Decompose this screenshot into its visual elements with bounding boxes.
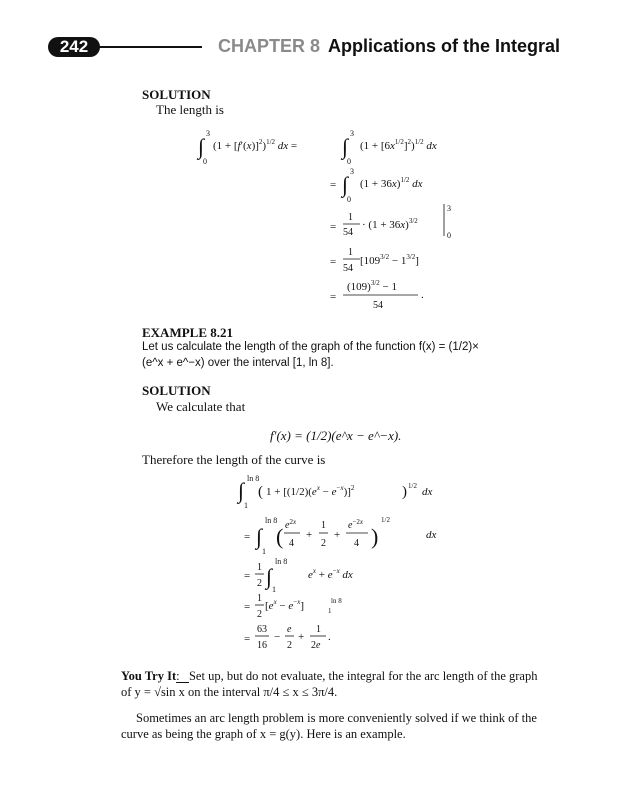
svg-text:3: 3 [447, 204, 451, 213]
svg-text:=: = [330, 256, 337, 268]
svg-text:(1 + 36x)1/2 dx: $(1 + 36x)^{1/2}$ dx [360, 176, 423, 190]
arc-length-derivation-2 [234, 470, 494, 656]
svg-text:1: 1 [244, 501, 248, 510]
svg-text:54: 54 [343, 227, 353, 238]
example-text-line-2: (e^x + e^−x) over the interval [1, ln 8]. [142, 357, 334, 369]
svg-text:−: − [274, 631, 281, 643]
svg-text:0: 0 [203, 157, 207, 166]
svg-text:(1 + [f′(x)]2)1/2 dx =: $(1 + [f'(x)]^2)^{1/2}$ dx = [213, 138, 298, 152]
header-rule [92, 46, 202, 48]
svg-text:2: 2 [257, 578, 262, 589]
svg-text:1: 1 [316, 624, 321, 635]
svg-text:63: 63 [257, 624, 267, 635]
svg-text:=: = [244, 601, 251, 613]
svg-text:=: = [244, 570, 251, 582]
solution-heading-2: SOLUTION [142, 383, 211, 398]
svg-text:(: ( [258, 484, 263, 500]
svg-text:1 + [(1/2)(ex − e−x)]2: $1 + [(1/2)(e^x - e^-x)]^2$ [266, 484, 355, 498]
svg-text:3: 3 [350, 167, 354, 176]
example-text-line-1: Let us calculate the length of the graph of the function f(x) = (1/2)× [142, 341, 479, 353]
svg-text:+: + [334, 529, 341, 541]
closing-paragraph-line-1: Sometimes an arc length problem is more conveniently solved if we think of the [136, 711, 537, 725]
solution-intro-1: The length is [156, 102, 224, 117]
derivative-equation: f′(x) = (1/2)(e^x − e^−x). [270, 428, 402, 443]
svg-text:4: 4 [354, 538, 359, 549]
you-try-it-line-1 [121, 668, 571, 684]
svg-text:=: = [330, 291, 337, 303]
svg-text:3: 3 [206, 129, 210, 138]
svg-text:· (1 + 36x)3/2: · $(1 + 36x)^{3/2}$ [362, 217, 418, 231]
svg-text:54: 54 [373, 300, 383, 311]
closing-paragraph-line-2: curve as being the graph of x = g(y). Here is an example. [121, 727, 406, 741]
svg-text:1: 1 [328, 607, 332, 615]
svg-text:ln 8: ln 8 [275, 557, 288, 566]
svg-text:.: . [421, 289, 424, 301]
svg-text:∫: ∫ [238, 478, 245, 503]
svg-text:2: 2 [321, 538, 326, 549]
svg-text:1: 1 [321, 520, 326, 531]
therefore-text: Therefore the length of the curve is [142, 452, 326, 467]
svg-text:e−2x: $e^{-2x}$ [348, 518, 364, 531]
svg-text:∫: ∫ [342, 134, 349, 159]
svg-text:e: e [287, 624, 292, 635]
svg-text:1: 1 [262, 547, 266, 556]
svg-text:e2x: $e^{2x}$ [285, 518, 297, 531]
svg-text:1/2: 1/2 [381, 516, 390, 524]
svg-text:dx: dx [426, 529, 437, 541]
svg-text:∫: ∫ [256, 524, 263, 549]
svg-text:16: 16 [257, 640, 267, 651]
svg-text:=: = [330, 179, 337, 191]
solution-heading-1: SOLUTION [142, 87, 211, 102]
svg-text:∫: ∫ [342, 172, 349, 197]
svg-text:[ex − e−x]: $[e^x - e^-x]$ [265, 598, 305, 612]
svg-text:1: 1 [257, 562, 262, 573]
svg-text:=: = [244, 633, 251, 645]
svg-text:54: 54 [343, 263, 353, 274]
svg-text:2e: 2e [311, 640, 321, 651]
svg-text:+: + [306, 529, 313, 541]
svg-text:0: 0 [347, 157, 351, 166]
svg-text:1: 1 [348, 212, 353, 223]
svg-text:4: 4 [289, 538, 294, 549]
chapter-label: CHAPTER 8 [218, 36, 321, 56]
svg-text:=: = [244, 531, 251, 543]
svg-text:ex + e−x dx: $e^x + e^-x$ dx [308, 567, 353, 581]
svg-text:1/2: 1/2 [408, 482, 417, 490]
svg-text:∫: ∫ [266, 564, 273, 589]
svg-text:1: 1 [348, 247, 353, 258]
you-try-it-label: You Try It [121, 669, 177, 683]
svg-text:(109)3/2 − 1: $(109)^{3/2} - 1$ [347, 279, 397, 293]
svg-text:3: 3 [350, 129, 354, 138]
svg-text:[1093/2 − 13/2]: $[109^{3/2} - 1^{3/2}]$ [360, 253, 419, 267]
svg-text:=: = [330, 221, 337, 233]
svg-text:2: 2 [287, 640, 292, 651]
svg-text:1: 1 [257, 593, 262, 604]
arc-length-derivation-1 [190, 124, 500, 320]
svg-text:(: ( [276, 524, 284, 549]
svg-text:1: 1 [272, 585, 276, 594]
solution-intro-2: We calculate that [156, 399, 246, 414]
example-heading: EXAMPLE 8.21 [142, 325, 233, 340]
svg-text:ln 8: ln 8 [247, 474, 260, 483]
you-try-it-text-line-1: Set up, but do not evaluate, the integral for the arc length of the graph [188, 669, 538, 683]
svg-text:∫: ∫ [198, 134, 205, 159]
svg-text:ln 8: ln 8 [331, 597, 342, 605]
svg-text:2: 2 [257, 609, 262, 620]
svg-text:ln 8: ln 8 [265, 516, 278, 525]
you-try-it-text-line-2: of y = √sin x on the interval π/4 ≤ x ≤ 3π/4. [121, 685, 338, 699]
svg-text:+: + [298, 631, 305, 643]
svg-text:dx: dx [422, 486, 433, 498]
svg-text:(1 + [6x1/2]2)1/2 dx: $(1 + [6x^{1/2}]^2)^{1/2}$ dx [360, 138, 437, 152]
svg-text:): ) [371, 524, 379, 549]
svg-text:0: 0 [447, 231, 451, 240]
svg-text:): ) [402, 484, 407, 500]
you-try-it-colon: : [176, 669, 189, 683]
svg-text:0: 0 [347, 195, 351, 204]
chapter-title: Applications of the Integral [328, 36, 561, 56]
svg-text:.: . [328, 631, 331, 643]
page-number-badge: 242 [48, 37, 100, 57]
